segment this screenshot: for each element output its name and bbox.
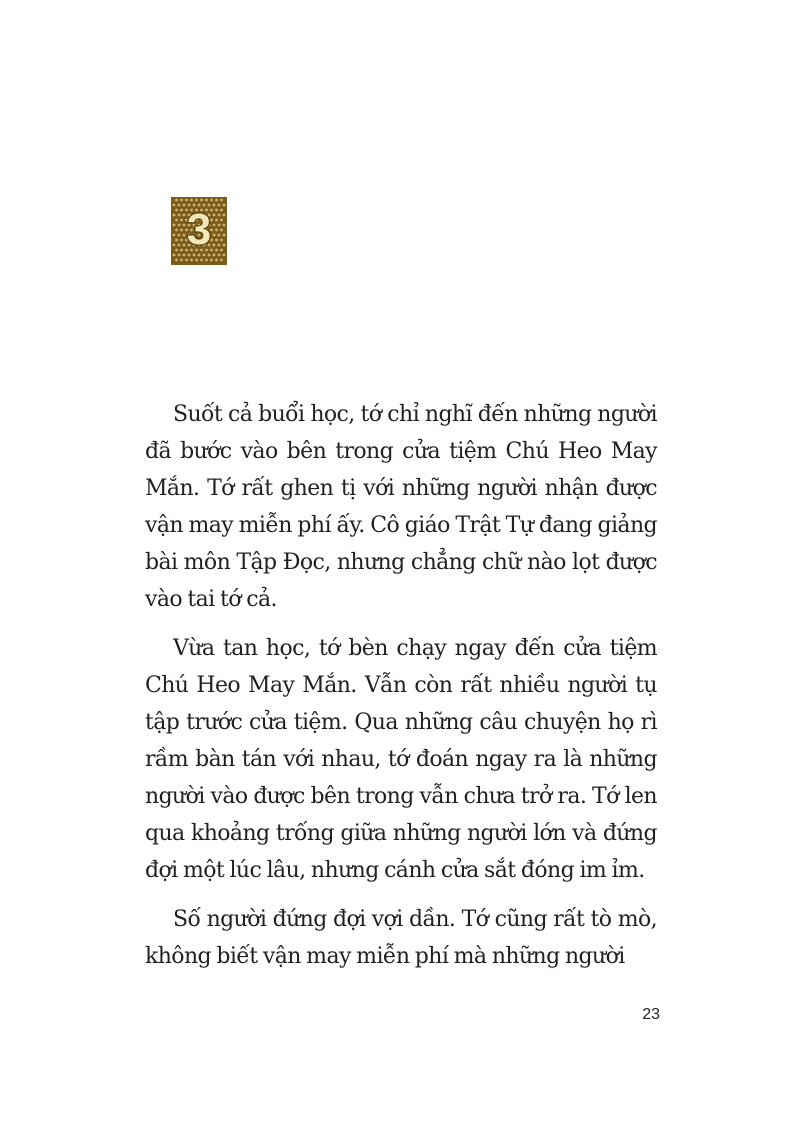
badge-dot <box>175 219 178 222</box>
badge-dot <box>183 224 186 227</box>
badge-dot <box>180 259 183 262</box>
badge-dot <box>175 249 178 252</box>
badge-dot <box>213 254 216 257</box>
page-number: 23 <box>642 1006 660 1023</box>
badge-dot <box>220 249 223 252</box>
badge-dot <box>180 229 183 232</box>
badge-dot <box>220 199 223 202</box>
badge-dot <box>220 259 223 262</box>
badge-dot <box>215 229 218 232</box>
badge-dot <box>180 239 183 242</box>
badge-dot <box>173 224 176 227</box>
paragraph-3: Số người đứng đợi vợi dần. Tớ cũng rất tò mò, không biết vận may miễn phí mà những người <box>145 907 657 969</box>
badge-dot <box>195 199 198 202</box>
badge-dot <box>175 239 178 242</box>
badge-dot <box>173 204 176 207</box>
badge-dot <box>213 214 216 217</box>
badge-dot <box>208 254 211 257</box>
badge-dot <box>178 254 181 257</box>
badge-dot <box>215 199 218 202</box>
badge-dot <box>190 199 193 202</box>
badge-dot <box>218 224 221 227</box>
badge-dot <box>173 244 176 247</box>
badge-dot <box>213 244 216 247</box>
badge-dot <box>218 244 221 247</box>
badge-dot <box>175 259 178 262</box>
badge-dot <box>175 229 178 232</box>
badge-dot <box>183 214 186 217</box>
chapter-number: 3 <box>186 205 212 254</box>
badge-dot <box>185 259 188 262</box>
badge-dot <box>223 244 226 247</box>
badge-dot <box>178 214 181 217</box>
badge-dot <box>218 234 221 237</box>
badge-dot <box>223 204 226 207</box>
badge-dot <box>185 199 188 202</box>
badge-dot <box>223 254 226 257</box>
badge-dot <box>178 244 181 247</box>
badge-dot <box>183 244 186 247</box>
badge-dot <box>215 239 218 242</box>
badge-dot <box>218 214 221 217</box>
body-text <box>145 396 657 987</box>
badge-dot <box>183 204 186 207</box>
badge-dot <box>213 234 216 237</box>
badge-dot <box>173 234 176 237</box>
badge-dot <box>220 209 223 212</box>
badge-dot <box>220 239 223 242</box>
badge-dot <box>190 259 193 262</box>
badge-dot <box>180 219 183 222</box>
badge-dot <box>205 199 208 202</box>
badge-dot <box>178 234 181 237</box>
badge-dot <box>183 234 186 237</box>
badge-dot <box>203 254 206 257</box>
badge-dot <box>178 204 181 207</box>
badge-dot <box>223 234 226 237</box>
badge-dot <box>193 254 196 257</box>
badge-dot <box>218 204 221 207</box>
badge-dot <box>215 219 218 222</box>
badge-dot <box>223 224 226 227</box>
badge-dot <box>215 259 218 262</box>
chapter-badge-graphic <box>171 197 227 265</box>
badge-dot <box>175 199 178 202</box>
badge-dot <box>178 224 181 227</box>
badge-dot <box>180 199 183 202</box>
badge-dot <box>210 259 213 262</box>
badge-dot <box>223 214 226 217</box>
badge-dot <box>210 199 213 202</box>
badge-dot <box>213 204 216 207</box>
badge-dot <box>173 214 176 217</box>
badge-dot <box>180 209 183 212</box>
badge-dot <box>218 254 221 257</box>
badge-dot <box>215 209 218 212</box>
badge-dot <box>220 219 223 222</box>
paragraph-1: Suốt cả buổi học, tớ chỉ nghĩ đến những người đã bước vào bên trong cửa tiệm Chú Heo May Mắn. Tớ rất ghen tị với những người nhận được vận may miễn phí ấy. Cô giáo Trật Tự đang giảng bài môn Tập Đọc, nhưng chẳng chữ nào lọt được vào tai tớ cả. <box>145 402 657 612</box>
badge-dot <box>175 209 178 212</box>
badge-dot <box>198 254 201 257</box>
badge-dot <box>180 249 183 252</box>
badge-dot <box>183 254 186 257</box>
badge-dot <box>215 249 218 252</box>
paragraph-2: Vừa tan học, tớ bèn chạy ngay đến cửa tiệm Chú Heo May Mắn. Vẫn còn rất nhiều người tụ tập trước cửa tiệm. Qua những câu chuyện họ rì rầm bàn tán với nhau, tớ đoán ngay ra là những người vào được bên trong vẫn chưa trở ra. Tớ len qua khoảng trống giữa những người lớn và đứng đợi một lúc lâu, nhưng cánh cửa sắt đóng im ỉm. <box>145 636 657 883</box>
badge-dot <box>173 254 176 257</box>
chapter-number-badge <box>171 197 227 265</box>
badge-dot <box>213 224 216 227</box>
badge-dot <box>220 229 223 232</box>
badge-dot <box>205 259 208 262</box>
badge-dot <box>200 259 203 262</box>
badge-dot <box>200 199 203 202</box>
badge-dot <box>195 259 198 262</box>
badge-dot <box>188 254 191 257</box>
